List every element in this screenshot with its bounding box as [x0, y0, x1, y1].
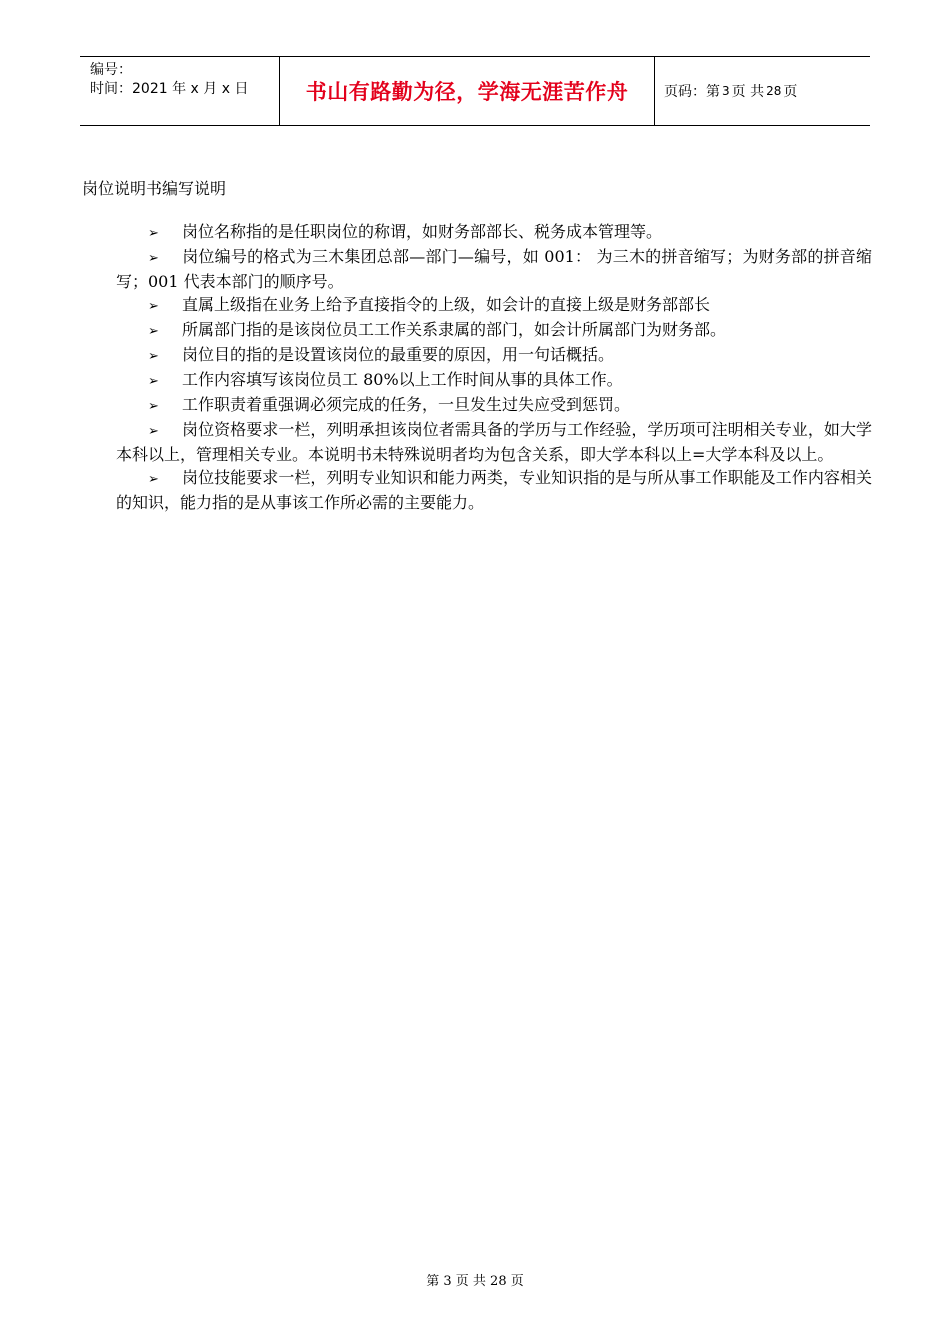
arrow-bullet-icon: ➢	[148, 299, 159, 314]
list-item	[116, 418, 872, 466]
list-item-text: 岗位资格要求一栏，列明承担该岗位者需具备的学历与工作经验，学历项可注明相关专业，如大学本科以上，管理相关专业。本说明书未特殊说明者均为包含关系，即大学本科以上=大学本科及以上。	[116, 420, 872, 464]
page-suffix: 页	[783, 84, 798, 100]
list-item	[116, 245, 872, 293]
list-item-text: 直属上级指在业务上给予直接指令的上级，如会计的直接上级是财务部部长	[182, 295, 711, 314]
list-item-text: 岗位目的指的是设置该岗位的最重要的原因，用一句话概括。	[182, 345, 615, 364]
list-item-text: 工作内容填写该岗位员工 80%以上工作时间从事的具体工作。	[182, 370, 623, 389]
page-header	[80, 56, 870, 126]
page-total: 28	[766, 84, 782, 98]
list-item	[116, 466, 872, 514]
list-item	[116, 368, 872, 393]
arrow-bullet-icon: ➢	[148, 324, 159, 339]
list-item-text: 岗位名称指的是任职岗位的称谓，如财务部部长、税务成本管理等。	[182, 222, 663, 241]
arrow-bullet-icon: ➢	[148, 472, 159, 487]
arrow-bullet-icon: ➢	[148, 374, 159, 389]
page-footer: 第 3 页 共 28 页	[426, 1274, 524, 1289]
header-meta	[80, 57, 280, 125]
arrow-bullet-icon: ➢	[148, 424, 159, 439]
list-item	[116, 220, 872, 245]
page-mid: 页 共	[731, 84, 765, 100]
list-item	[116, 393, 872, 418]
document-number-label: 编号：	[90, 62, 132, 78]
list-item-text: 岗位编号的格式为三木集团总部—部门—编号，如 001： 为三木的拼音缩写；为财务部的拼音缩写；001 代表本部门的顺序号。	[116, 247, 872, 291]
header-page-number	[655, 57, 870, 125]
list-item	[116, 343, 872, 368]
arrow-bullet-icon: ➢	[148, 251, 159, 266]
document-title: 岗位说明书编写说明	[82, 179, 227, 198]
arrow-bullet-icon: ➢	[148, 399, 159, 414]
arrow-bullet-icon: ➢	[148, 349, 159, 364]
page-current: 3	[722, 84, 730, 98]
document-body	[116, 220, 872, 514]
header-motto: 书山有路勤为径，学海无涯苦作舟	[280, 57, 655, 125]
list-item	[116, 318, 872, 343]
list-item-text: 岗位技能要求一栏，列明专业知识和能力两类，专业知识指的是与所从事工作职能及工作内容相关的知识，能力指的是从事该工作所必需的主要能力。	[116, 468, 872, 512]
list-item	[116, 293, 872, 318]
list-item-text: 工作职责着重强调必须完成的任务，一旦发生过失应受到惩罚。	[182, 395, 631, 414]
page-prefix: 页码：第	[664, 84, 720, 100]
document-date: 时间：2021 年 x 月 x 日	[90, 81, 249, 97]
list-item-text: 所属部门指的是该岗位员工工作关系隶属的部门，如会计所属部门为财务部。	[182, 320, 727, 339]
arrow-bullet-icon: ➢	[148, 226, 159, 241]
